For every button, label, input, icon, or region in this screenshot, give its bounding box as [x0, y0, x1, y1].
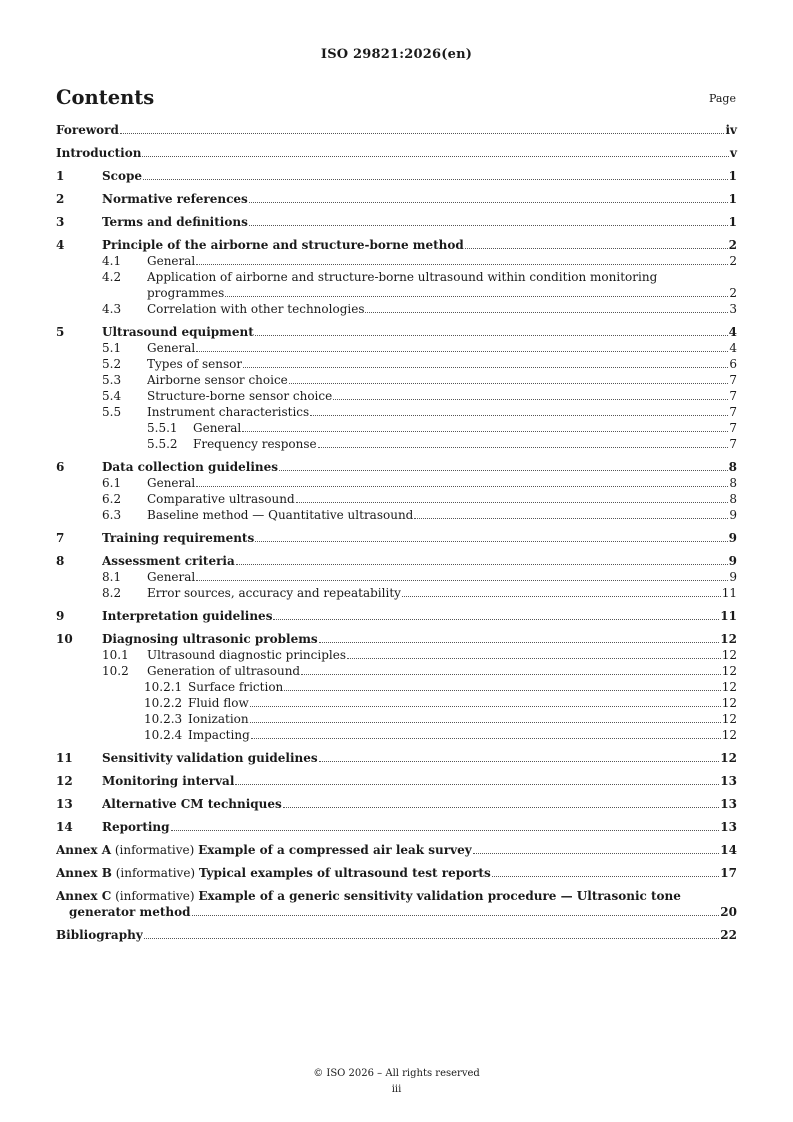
toc-entry-clause-13[interactable]: [56, 796, 737, 812]
toc-number: 10: [56, 632, 73, 646]
toc-page: 11: [720, 609, 737, 623]
toc-page: 2: [729, 254, 737, 268]
copyright-notice: © ISO 2026 – All rights reserved: [313, 1068, 480, 1079]
toc-page: 2: [729, 286, 737, 300]
toc-page: 4: [729, 341, 737, 355]
toc-entry-subclause-10-2-2[interactable]: [56, 695, 737, 711]
page-footer: [0, 1066, 793, 1098]
toc-entry-subclause-10-2[interactable]: [56, 663, 737, 679]
toc-number: 10.2.3: [144, 712, 183, 726]
toc-entry-clause-3[interactable]: [56, 214, 737, 230]
toc-entry-subclause-10-2-1[interactable]: [56, 679, 737, 695]
dot-leader: [143, 179, 728, 180]
dot-leader: [196, 486, 728, 487]
toc-title: Error sources, accuracy and repeatability: [147, 586, 401, 600]
toc-number: 12: [56, 774, 73, 788]
toc-number: 8.2: [102, 586, 122, 600]
annex-label: Annex B: [56, 866, 112, 880]
dot-leader: [196, 264, 728, 265]
toc-page: 12: [720, 632, 737, 646]
dot-leader: [284, 690, 720, 691]
toc-number: 3: [56, 215, 65, 229]
toc-number: 8: [56, 554, 65, 568]
toc-title: Ionization: [188, 712, 249, 726]
toc-title: Generation of ultrasound: [147, 664, 301, 678]
toc-title: Ultrasound equipment: [102, 325, 254, 339]
toc-number: 6.1: [102, 476, 122, 490]
toc-number: 7: [56, 531, 65, 545]
dot-leader: [319, 761, 720, 762]
dot-leader: [492, 876, 720, 877]
toc-number: 9: [56, 609, 65, 623]
toc-number: 5.5.2: [147, 437, 178, 451]
toc-entry-clause-7[interactable]: [56, 530, 737, 546]
toc-entry-subclause-4-1[interactable]: [56, 253, 737, 269]
dot-leader: [255, 335, 728, 336]
dot-leader: [310, 415, 728, 416]
toc-title: Reporting: [102, 820, 170, 834]
toc-title: Instrument characteristics: [147, 405, 310, 419]
dot-leader: [249, 202, 728, 203]
dot-leader: [120, 133, 725, 134]
toc-title: Principle of the airborne and structure-borne method: [102, 238, 464, 252]
toc-number: 4.3: [102, 302, 122, 316]
dot-leader: [333, 399, 728, 400]
dot-leader: [196, 580, 728, 581]
toc-title-line-2: programmes: [147, 286, 225, 300]
toc-title: Terms and definitions: [102, 215, 248, 229]
toc-title: Ultrasound diagnostic principles: [147, 648, 346, 662]
dot-leader: [289, 383, 729, 384]
toc-page: 8: [728, 460, 737, 474]
toc-number: 10.1: [102, 648, 129, 662]
toc-page: 12: [721, 648, 737, 662]
dot-leader: [365, 312, 728, 313]
annex-note: (informative): [111, 866, 199, 880]
dot-leader: [192, 915, 720, 916]
toc-entry-clause-9[interactable]: [56, 608, 737, 624]
toc-entry-subclause-10-2-3[interactable]: [56, 711, 737, 727]
toc-page: 4: [728, 325, 737, 339]
toc-entry-subclause-5-5-2[interactable]: [56, 436, 737, 452]
toc-number: 5.3: [102, 373, 122, 387]
toc-title: Impacting: [188, 728, 250, 742]
dot-leader: [235, 784, 719, 785]
toc-title-line-1: Application of airborne and structure-borne ultrasound within condition monitoring: [147, 270, 658, 284]
toc-title: Baseline method — Quantitative ultrasound: [147, 508, 414, 522]
toc-title: Alternative CM techniques: [102, 797, 282, 811]
dot-leader: [171, 830, 720, 831]
toc-page: 9: [728, 554, 737, 568]
toc-page: 7: [729, 437, 737, 451]
dot-leader: [473, 853, 720, 854]
dot-leader: [347, 658, 721, 659]
toc-entry-subclause-10-1[interactable]: [56, 647, 737, 663]
dot-leader: [236, 564, 728, 565]
toc-page: 2: [728, 238, 737, 252]
toc-page: 12: [721, 664, 737, 678]
toc-number: 1: [56, 169, 65, 183]
toc-page: 12: [720, 751, 737, 765]
toc-page: 13: [720, 820, 737, 834]
toc-number: 10.2: [102, 664, 129, 678]
toc-entry-subclause-5-4[interactable]: [56, 388, 737, 404]
dot-leader: [250, 722, 721, 723]
toc-entry-clause-2[interactable]: [56, 191, 737, 207]
toc-title: Frequency response: [193, 437, 317, 451]
dot-leader: [414, 518, 728, 519]
toc-title: Surface friction: [188, 680, 284, 694]
toc-page: 7: [729, 405, 737, 419]
dot-leader: [251, 738, 721, 739]
toc-page: 12: [721, 712, 737, 726]
toc-title: Interpretation guidelines: [102, 609, 273, 623]
toc-title-line-2: generator method: [69, 905, 191, 919]
toc-title: Diagnosing ultrasonic problems: [102, 632, 318, 646]
toc-entry-clause-11[interactable]: [56, 750, 737, 766]
toc-page: 8: [729, 476, 737, 490]
toc-title: General: [147, 476, 196, 490]
toc-title: General: [147, 341, 196, 355]
page-column-label: Page: [708, 92, 736, 105]
dot-leader: [402, 596, 721, 597]
annex-note: (informative): [111, 889, 199, 903]
dot-leader: [273, 619, 719, 620]
toc-number: 13: [56, 797, 73, 811]
dot-leader: [250, 706, 721, 707]
toc-title: General: [147, 254, 196, 268]
toc-page: 9: [729, 570, 737, 584]
toc-title: General: [193, 421, 242, 435]
dot-leader: [301, 674, 721, 675]
toc-entry-subclause-10-2-4[interactable]: [56, 727, 737, 743]
toc-title: Typical examples of ultrasound test reports: [198, 866, 491, 880]
toc-entry-clause-12[interactable]: [56, 773, 737, 789]
toc-title-line-1: Example of a generic sensitivity validation procedure — Ultrasonic tone: [198, 889, 681, 903]
toc-entry-annex-c[interactable]: [56, 888, 737, 904]
toc-title: Fluid flow: [188, 696, 249, 710]
toc-title: Foreword: [56, 123, 119, 137]
toc-entry-annex-c-continued[interactable]: [56, 904, 737, 920]
toc-entry-subclause-8-2[interactable]: [56, 585, 737, 601]
toc-title: Normative references: [102, 192, 248, 206]
toc-number: 8.1: [102, 570, 122, 584]
toc-page: 12: [721, 728, 737, 742]
toc-entry-clause-4[interactable]: [56, 237, 737, 253]
toc-title: Structure-borne sensor choice: [147, 389, 333, 403]
toc-page: 13: [720, 774, 737, 788]
toc-number: 6: [56, 460, 65, 474]
toc-title: Monitoring interval: [102, 774, 235, 788]
toc-page: 17: [720, 866, 737, 880]
toc-page: 1: [728, 169, 737, 183]
dot-leader: [144, 938, 720, 939]
dot-leader: [283, 807, 720, 808]
toc-entry-subclause-5-2[interactable]: [56, 356, 737, 372]
toc-title: Training requirements: [102, 531, 255, 545]
toc-number: 14: [56, 820, 73, 834]
toc-number: 6.2: [102, 492, 122, 506]
toc-number: 4.1: [102, 254, 122, 268]
toc-page: 1: [728, 192, 737, 206]
toc-entry-subclause-6-1[interactable]: [56, 475, 737, 491]
toc-page: 6: [729, 357, 737, 371]
dot-leader: [279, 470, 728, 471]
toc-entry-subclause-5-3[interactable]: [56, 372, 737, 388]
toc-page: 14: [720, 843, 737, 857]
dot-leader: [465, 248, 728, 249]
toc-title: Airborne sensor choice: [147, 373, 288, 387]
toc-entry-subclause-8-1[interactable]: [56, 569, 737, 585]
toc-number: 4.2: [102, 270, 122, 284]
dot-leader: [242, 431, 728, 432]
document-id: ISO 29821:2026(en): [320, 47, 473, 62]
dot-leader: [296, 502, 729, 503]
toc-page: 7: [729, 389, 737, 403]
dot-leader: [318, 447, 729, 448]
toc-entry-annex-a[interactable]: [56, 842, 737, 858]
toc-title: Assessment criteria: [102, 554, 235, 568]
toc-entry-subclause-5-5[interactable]: [56, 404, 737, 420]
toc-entry-clause-14[interactable]: [56, 819, 737, 835]
toc-number: 5: [56, 325, 65, 339]
toc-number: 4: [56, 238, 65, 252]
toc-number: 10.2.2: [144, 696, 183, 710]
toc-title: Comparative ultrasound: [147, 492, 295, 506]
toc-title: Types of sensor: [147, 357, 243, 371]
toc-page: 1: [728, 215, 737, 229]
toc-entry-subclause-4-2[interactable]: [56, 269, 737, 285]
toc-entry-annex-b[interactable]: [56, 865, 737, 881]
toc-page: 9: [729, 508, 737, 522]
toc-entry-foreword[interactable]: [56, 122, 737, 138]
toc-entry-subclause-5-1[interactable]: [56, 340, 737, 356]
toc-entry-clause-6[interactable]: [56, 459, 737, 475]
toc-number: 5.5: [102, 405, 122, 419]
toc-page: 22: [720, 928, 737, 942]
toc-number: 2: [56, 192, 65, 206]
toc-entry-clause-8[interactable]: [56, 553, 737, 569]
toc-page: 9: [728, 531, 737, 545]
toc-entry-subclause-6-3[interactable]: [56, 507, 737, 523]
toc-page: v: [730, 146, 737, 160]
toc-entry-introduction[interactable]: [56, 145, 737, 161]
toc-title: Sensitivity validation guidelines: [102, 751, 318, 765]
toc-entry-subclause-6-2[interactable]: [56, 491, 737, 507]
toc-page: 12: [721, 696, 737, 710]
page-number: iii: [391, 1084, 402, 1095]
toc-title: Introduction: [56, 146, 142, 160]
toc-title: General: [147, 570, 196, 584]
toc-page: iv: [725, 123, 737, 137]
dot-leader: [249, 225, 728, 226]
dot-leader: [319, 642, 720, 643]
toc-entry-bibliography[interactable]: [56, 927, 737, 943]
table-of-contents: [56, 122, 737, 943]
toc-number: 10.2.1: [144, 680, 183, 694]
toc-page: 11: [721, 586, 737, 600]
dot-leader: [196, 351, 728, 352]
toc-page: 8: [729, 492, 737, 506]
toc-entry-subclause-5-5-1[interactable]: [56, 420, 737, 436]
toc-entry-clause-10[interactable]: [56, 631, 737, 647]
toc-number: 11: [56, 751, 73, 765]
dot-leader: [142, 156, 729, 157]
toc-page: 12: [721, 680, 737, 694]
toc-number: 10.2.4: [144, 728, 183, 742]
toc-number: 5.1: [102, 341, 122, 355]
toc-page: 20: [720, 905, 737, 919]
toc-page: 3: [729, 302, 737, 316]
toc-entry-subclause-4-3[interactable]: [56, 301, 737, 317]
toc-title: Scope: [102, 169, 143, 183]
toc-number: 6.3: [102, 508, 122, 522]
dot-leader: [255, 541, 727, 542]
dot-leader: [243, 367, 728, 368]
annex-label: Annex A: [56, 843, 112, 857]
toc-page: 7: [729, 421, 737, 435]
toc-title: Bibliography: [56, 928, 143, 942]
toc-number: 5.5.1: [147, 421, 178, 435]
toc-page: 13: [720, 797, 737, 811]
toc-entry-clause-1[interactable]: [56, 168, 737, 184]
toc-title: Data collection guidelines: [102, 460, 278, 474]
toc-title: Correlation with other technologies: [147, 302, 365, 316]
annex-note: (informative): [111, 843, 199, 857]
annex-label: Annex C: [56, 889, 112, 903]
toc-entry-clause-5[interactable]: [56, 324, 737, 340]
toc-number: 5.4: [102, 389, 122, 403]
toc-title: Example of a compressed air leak survey: [198, 843, 472, 857]
toc-number: 5.2: [102, 357, 122, 371]
toc-page: 7: [729, 373, 737, 387]
toc-entry-subclause-4-2-continued[interactable]: [56, 285, 737, 301]
dot-leader: [225, 296, 728, 297]
contents-title: Contents: [56, 86, 155, 109]
